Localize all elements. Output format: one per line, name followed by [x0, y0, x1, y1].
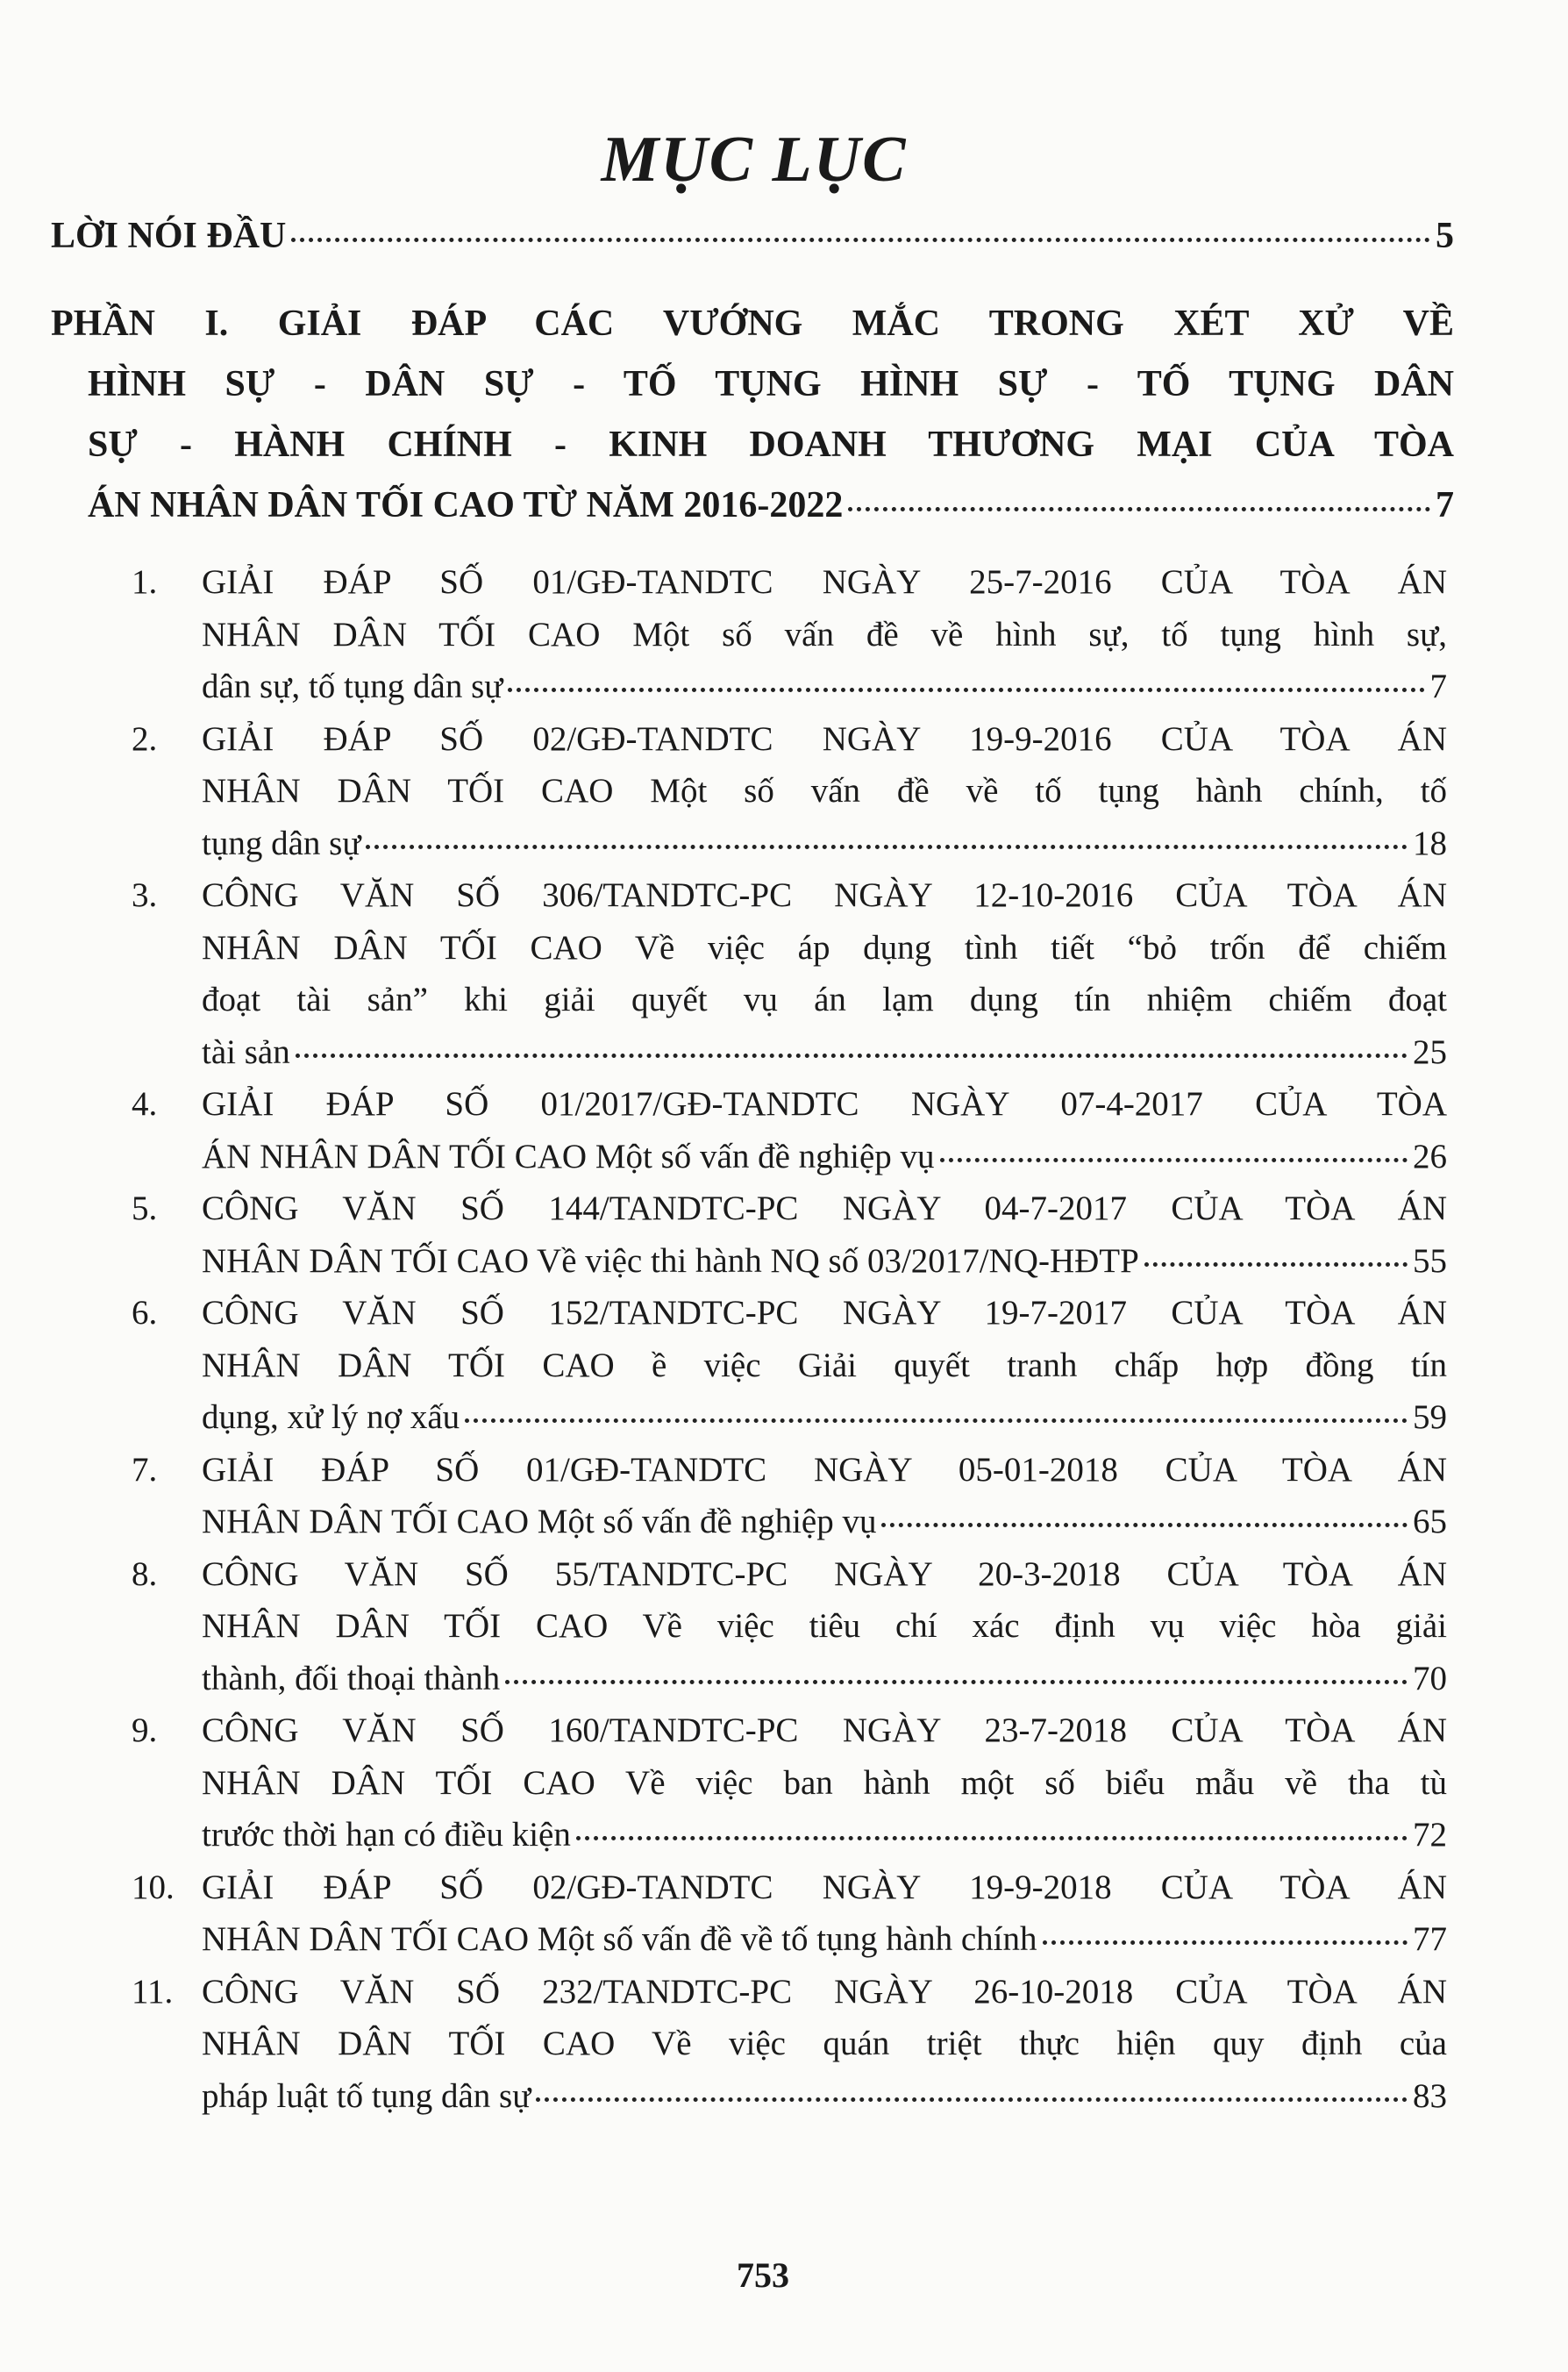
part-line: HÌNH SỰ - DÂN SỰ - TỐ TỤNG HÌNH SỰ - TỐ TỤNG DÂN [88, 364, 1454, 404]
entry-page: 65 [1413, 1503, 1447, 1540]
entry-line: đoạt tài sản” khi giải quyết vụ án lạm dụng tín nhiệm chiếm đoạt [202, 981, 1447, 1018]
entry-page: 77 [1413, 1920, 1447, 1958]
entry-line: CÔNG VĂN SỐ 144/TANDTC-PC NGÀY 04-7-2017 CỦA TÒA ÁN [202, 1190, 1447, 1227]
entry-line: ÁN NHÂN DÂN TỐI CAO Một số vấn đề nghiệp vụ [202, 1137, 935, 1175]
toc-entry[interactable] [132, 556, 1447, 713]
entry-page: 70 [1413, 1659, 1447, 1697]
entry-line: NHÂN DÂN TỐI CAO Về việc tiêu chí xác định vụ việc hòa giải [202, 1607, 1447, 1645]
entry-line: CÔNG VĂN SỐ 152/TANDTC-PC NGÀY 19-7-2017 CỦA TÒA ÁN [202, 1294, 1447, 1332]
dot-leader [881, 1523, 1408, 1527]
entry-line: pháp luật tố tụng dân sự [202, 2076, 531, 2115]
entry-line: dân sự, tố tụng dân sự [202, 668, 503, 705]
entry-line: CÔNG VĂN SỐ 232/TANDTC-PC NGÀY 26-10-2018 CỦA TÒA ÁN [202, 1972, 1447, 2011]
entry-number: 11. [132, 1972, 174, 2011]
entry-page: 25 [1413, 1032, 1447, 1071]
dot-leader [296, 1054, 1408, 1058]
part-line: ÁN NHÂN DÂN TỐI CAO TỪ NĂM 2016-2022 [88, 485, 844, 525]
entry-number: 2. [132, 719, 158, 758]
dot-leader [291, 238, 1430, 242]
dot-leader [940, 1158, 1408, 1162]
toc-title: MỤC LỤC [601, 124, 908, 196]
entry-line: thành, đối thoại thành [202, 1659, 501, 1697]
entry-number: 1. [132, 563, 158, 601]
dot-leader [508, 688, 1424, 692]
entry-line: NHÂN DÂN TỐI CAO Về việc thi hành NQ số 03/2017/NQ-HĐTP [202, 1241, 1139, 1280]
dot-leader [505, 1680, 1408, 1684]
entry-number: 3. [132, 876, 158, 914]
dot-leader [576, 1836, 1408, 1840]
toc-entry-part-1[interactable] [51, 294, 1454, 536]
toc-entry[interactable] [132, 1182, 1447, 1287]
entry-number: 5. [132, 1190, 158, 1227]
entry-page: 7 [1429, 668, 1447, 705]
entry-page: 83 [1413, 2076, 1447, 2115]
entry-line: trước thời hạn có điều kiện [202, 1816, 571, 1854]
entry-line: GIẢI ĐÁP SỐ 01/GĐ-TANDTC NGÀY 05-01-2018 CỦA TÒA ÁN [202, 1450, 1447, 1489]
toc-entry[interactable] [132, 1444, 1447, 1548]
entry-line: CÔNG VĂN SỐ 160/TANDTC-PC NGÀY 23-7-2018 CỦA TÒA ÁN [202, 1711, 1447, 1749]
entry-page: 55 [1413, 1241, 1447, 1280]
toc-entry[interactable] [132, 1966, 1447, 2123]
toc-entry[interactable] [132, 1861, 1447, 1966]
toc-entry[interactable] [132, 1078, 1447, 1182]
page-number: 753 [737, 2255, 789, 2295]
toc-entry[interactable] [132, 1287, 1447, 1444]
entry-line: CÔNG VĂN SỐ 55/TANDTC-PC NGÀY 20-3-2018 CỦA TÒA ÁN [202, 1554, 1447, 1593]
entry-label: LỜI NÓI ĐẦU [51, 216, 287, 256]
entry-page: 59 [1413, 1398, 1447, 1436]
dot-leader [366, 845, 1408, 849]
entry-line: CÔNG VĂN SỐ 306/TANDTC-PC NGÀY 12-10-2016 CỦA TÒA ÁN [202, 876, 1447, 914]
entry-line: GIẢI ĐÁP SỐ 02/GĐ-TANDTC NGÀY 19-9-2016 CỦA TÒA ÁN [202, 719, 1447, 758]
entry-line: GIẢI ĐÁP SỐ 02/GĐ-TANDTC NGÀY 19-9-2018 CỦA TÒA ÁN [202, 1868, 1447, 1906]
entry-line: NHÂN DÂN TỐI CAO Một số vấn đề về tố tụng hành chính [202, 1920, 1037, 1958]
part-line: PHẦN I. GIẢI ĐÁP CÁC VƯỚNG MẮC TRONG XÉT XỬ VỀ [51, 304, 1454, 344]
toc-entry[interactable] [132, 1548, 1447, 1705]
entry-line: NHÂN DÂN TỐI CAO Một số vấn đề về tố tụng hành chính, tố [202, 772, 1447, 810]
toc-entry[interactable] [132, 713, 1447, 870]
entry-line: NHÂN DÂN TỐI CAO Về việc áp dụng tình tiết “bỏ trốn để chiếm [202, 928, 1447, 967]
entry-number: 6. [132, 1294, 158, 1332]
entry-line: NHÂN DÂN TỐI CAO Về việc ban hành một số biểu mẫu về tha tù [202, 1763, 1447, 1802]
entry-page: 18 [1413, 824, 1447, 862]
toc-entry[interactable] [132, 1704, 1447, 1861]
entry-line: dụng, xử lý nợ xấu [202, 1398, 460, 1436]
entry-page: 26 [1413, 1137, 1447, 1175]
entry-line: GIẢI ĐÁP SỐ 01/GĐ-TANDTC NGÀY 25-7-2016 CỦA TÒA ÁN [202, 563, 1447, 601]
toc-items [132, 556, 1447, 2122]
toc-entry[interactable] [132, 869, 1447, 1078]
entry-line: tụng dân sự [202, 824, 361, 862]
entry-number: 8. [132, 1554, 158, 1593]
dot-leader [1043, 1940, 1408, 1945]
entry-line: GIẢI ĐÁP SỐ 01/2017/GĐ-TANDTC NGÀY 07-4-2017 CỦA TÒA [202, 1085, 1447, 1123]
entry-line: NHÂN DÂN TỐI CAO Về việc quán triệt thực hiện quy định của [202, 2025, 1447, 2062]
toc-entry-preface[interactable] [51, 215, 1454, 257]
entry-number: 10. [132, 1868, 175, 1906]
dot-leader [848, 507, 1430, 511]
entry-page: 72 [1413, 1816, 1447, 1854]
entry-number: 7. [132, 1450, 158, 1489]
part-line: SỰ - HÀNH CHÍNH - KINH DOANH THƯƠNG MẠI CỦA TÒA [88, 425, 1454, 465]
dot-leader [536, 2097, 1408, 2102]
dot-leader [465, 1418, 1408, 1423]
dot-leader [1144, 1262, 1408, 1267]
entry-line: NHÂN DÂN TỐI CAO ề việc Giải quyết tranh chấp hợp đồng tín [202, 1346, 1447, 1384]
entry-number: 9. [132, 1711, 158, 1749]
entry-line: NHÂN DÂN TỐI CAO Một số vấn đề về hình sự, tố tụng hình sự, [202, 615, 1447, 654]
entry-page: 5 [1436, 216, 1454, 256]
entry-line: tài sản [202, 1032, 290, 1071]
entry-line: NHÂN DÂN TỐI CAO Một số vấn đề nghiệp vụ [202, 1503, 877, 1540]
entry-page: 7 [1436, 485, 1454, 525]
entry-number: 4. [132, 1085, 158, 1123]
